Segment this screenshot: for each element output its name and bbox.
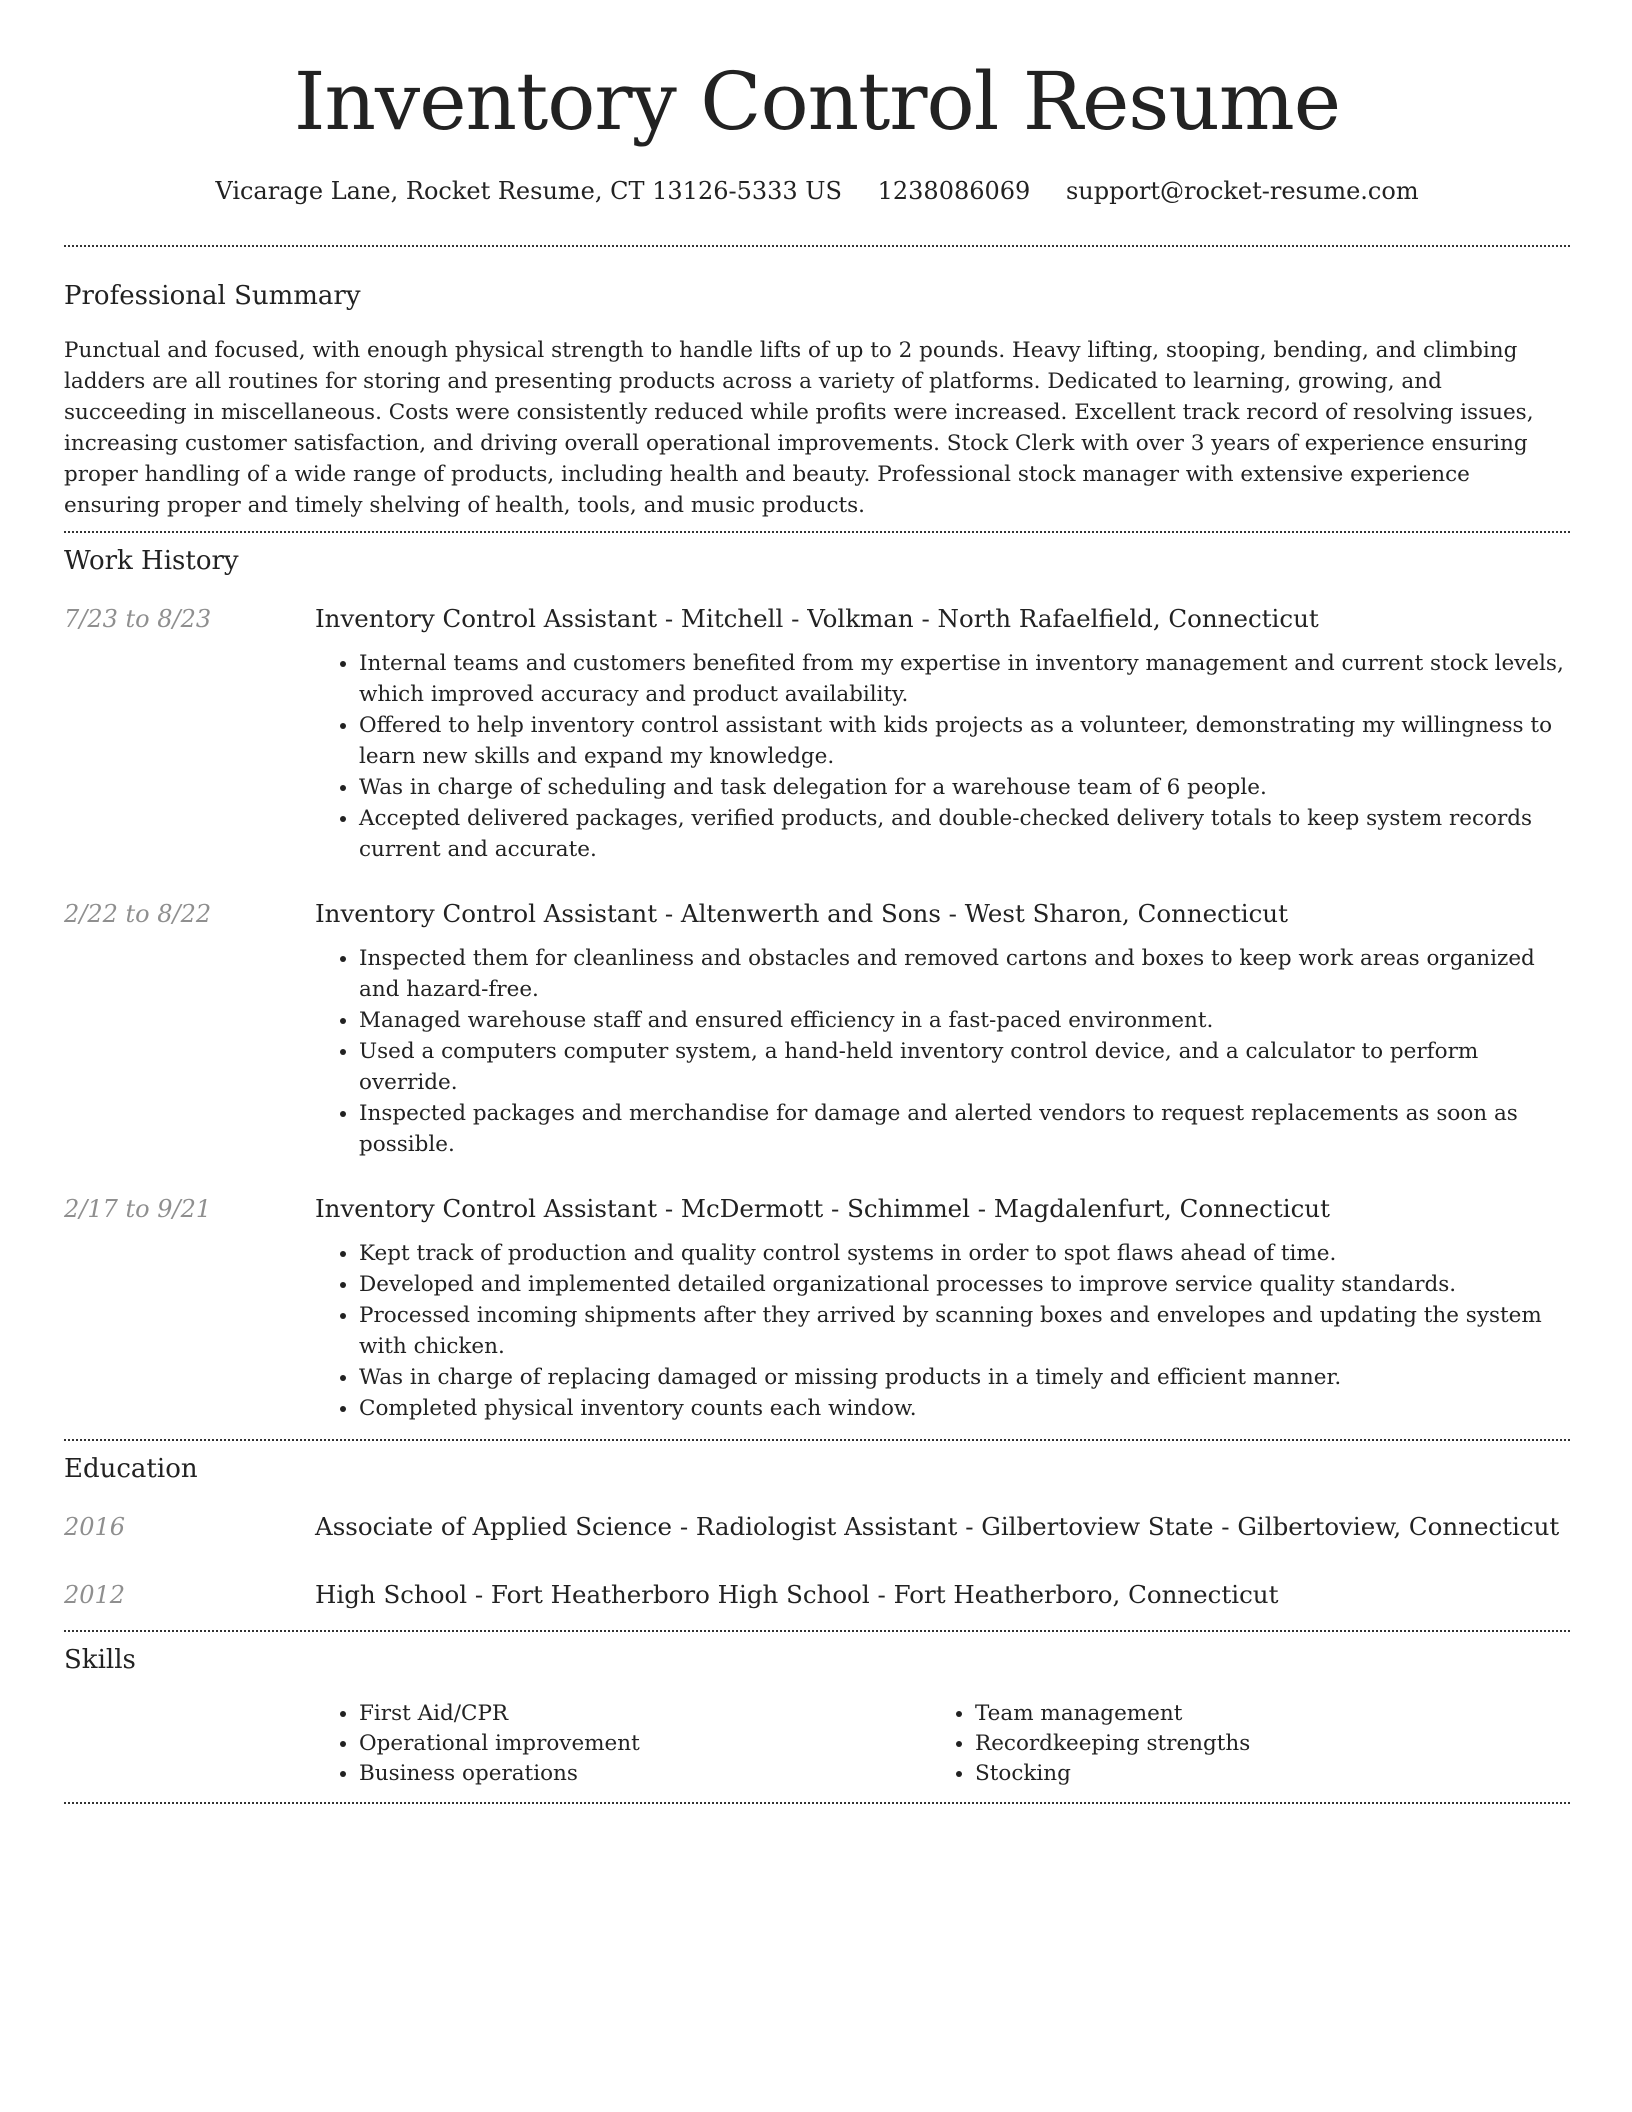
list-item: • Developed and implemented detailed organizational processes to improve service quality standards.: [359, 1269, 1570, 1300]
skills-list-left: [315, 1699, 931, 1789]
section-title-work: Work History: [64, 546, 239, 576]
skill-item: • Team management: [975, 1699, 1547, 1729]
list-item: • Used a computers computer system, a hand-held inventory control device, and a calculator to perform override.: [359, 1036, 1570, 1098]
address: Vicarage Lane, Rocket Resume, CT 13126-5333 US: [215, 177, 842, 205]
job-heading: Inventory Control Assistant - Mitchell - Volkman - North Rafaelfield, Connecticut: [315, 604, 1319, 633]
divider: [64, 1802, 1570, 1804]
job-body: [315, 1192, 1570, 1424]
phone: 1238086069: [877, 177, 1031, 205]
job-entry: [64, 897, 1570, 1160]
list-item: • Was in charge of scheduling and task delegation for a warehouse team of 6 people.: [359, 772, 1570, 803]
job-entry: [64, 602, 1570, 865]
skill-item: • Operational improvement: [359, 1729, 931, 1759]
job-bullets: [315, 648, 1570, 865]
job-dates: 7/23 to 8/23: [64, 605, 212, 633]
education-year: 2012: [64, 1581, 126, 1609]
job-bullets: [315, 1238, 1570, 1424]
divider: [64, 245, 1570, 247]
skill-item: • First Aid/CPR: [359, 1699, 931, 1729]
education-entry: [64, 1510, 1570, 1544]
resume-page: [64, 0, 1570, 1804]
education-year: 2016: [64, 1513, 126, 1541]
contact-line: [64, 174, 1570, 208]
job-entry: [64, 1192, 1570, 1424]
list-item: • Managed warehouse staff and ensured efficiency in a fast-paced environment.: [359, 1005, 1570, 1036]
job-heading: Inventory Control Assistant - Altenwerth and Sons - West Sharon, Connecticut: [315, 899, 1288, 928]
resume-title: Inventory Control Resume: [293, 55, 1341, 148]
section-title-summary: Professional Summary: [64, 281, 361, 311]
list-item: • Was in charge of replacing damaged or missing products in a timely and efficient manner.: [359, 1362, 1570, 1393]
skill-item: • Recordkeeping strengths: [975, 1729, 1547, 1759]
section-title-skills: Skills: [64, 1645, 136, 1675]
summary-text: Punctual and focused, with enough physical strength to handle lifts of up to 2 pounds. Heavy lifting, stooping, bending, and climbing ladders are all routines for storing and presenting products across a variety of platforms. Dedicated to learning, growing, and succeeding in miscellaneous. Costs were consistently reduced while profits were increased. Excellent track record of resolving issues, increasing customer satisfaction, and driving overall operational improvements. Stock Clerk with over 3 years of experience ensuring proper handling of a wide range of products, including health and beauty. Professional stock manager with extensive experience ensuring proper and timely shelving of health, tools, and music products.: [64, 338, 1534, 518]
education-body: [315, 1578, 1570, 1612]
job-bullets: [315, 943, 1570, 1160]
education-body: [315, 1510, 1570, 1544]
list-item: • Internal teams and customers benefited from my expertise in inventory management and current stock levels, which improved accuracy and product availability.: [359, 648, 1570, 710]
divider: [64, 531, 1570, 533]
list-item: • Processed incoming shipments after they arrived by scanning boxes and envelopes and updating the system with chicken.: [359, 1300, 1570, 1362]
skills-columns: [315, 1699, 1570, 1789]
education-heading: Associate of Applied Science - Radiologist Assistant - Gilbertoview State - Gilbertoview, Connecticut: [315, 1512, 1560, 1541]
section-title-education: Education: [64, 1454, 198, 1484]
job-body: [315, 602, 1570, 865]
list-item: • Kept track of production and quality control systems in order to spot flaws ahead of time.: [359, 1238, 1570, 1269]
email[interactable]: support@rocket-resume.com: [1065, 177, 1419, 205]
list-item: • Offered to help inventory control assistant with kids projects as a volunteer, demonstrating my willingness to learn new skills and expand my knowledge.: [359, 710, 1570, 772]
education-heading: High School - Fort Heatherboro High School - Fort Heatherboro, Connecticut: [315, 1580, 1279, 1609]
education-entry: [64, 1578, 1570, 1612]
job-dates: 2/17 to 9/21: [64, 1195, 212, 1223]
list-item: • Inspected them for cleanliness and obstacles and removed cartons and boxes to keep work areas organized and hazard-free.: [359, 943, 1570, 1005]
skill-item: • Business operations: [359, 1759, 931, 1789]
divider: [64, 1630, 1570, 1632]
job-body: [315, 897, 1570, 1160]
skills-list-right: [931, 1699, 1547, 1789]
skill-item: • Stocking: [975, 1759, 1547, 1789]
list-item: • Completed physical inventory counts each window.: [359, 1393, 1570, 1424]
list-item: • Inspected packages and merchandise for damage and alerted vendors to request replacements as soon as possible.: [359, 1098, 1570, 1160]
job-heading: Inventory Control Assistant - McDermott - Schimmel - Magdalenfurt, Connecticut: [315, 1194, 1330, 1223]
job-dates: 2/22 to 8/22: [64, 900, 212, 928]
divider: [64, 1439, 1570, 1441]
list-item: • Accepted delivered packages, verified products, and double-checked delivery totals to keep system records current and accurate.: [359, 803, 1570, 865]
